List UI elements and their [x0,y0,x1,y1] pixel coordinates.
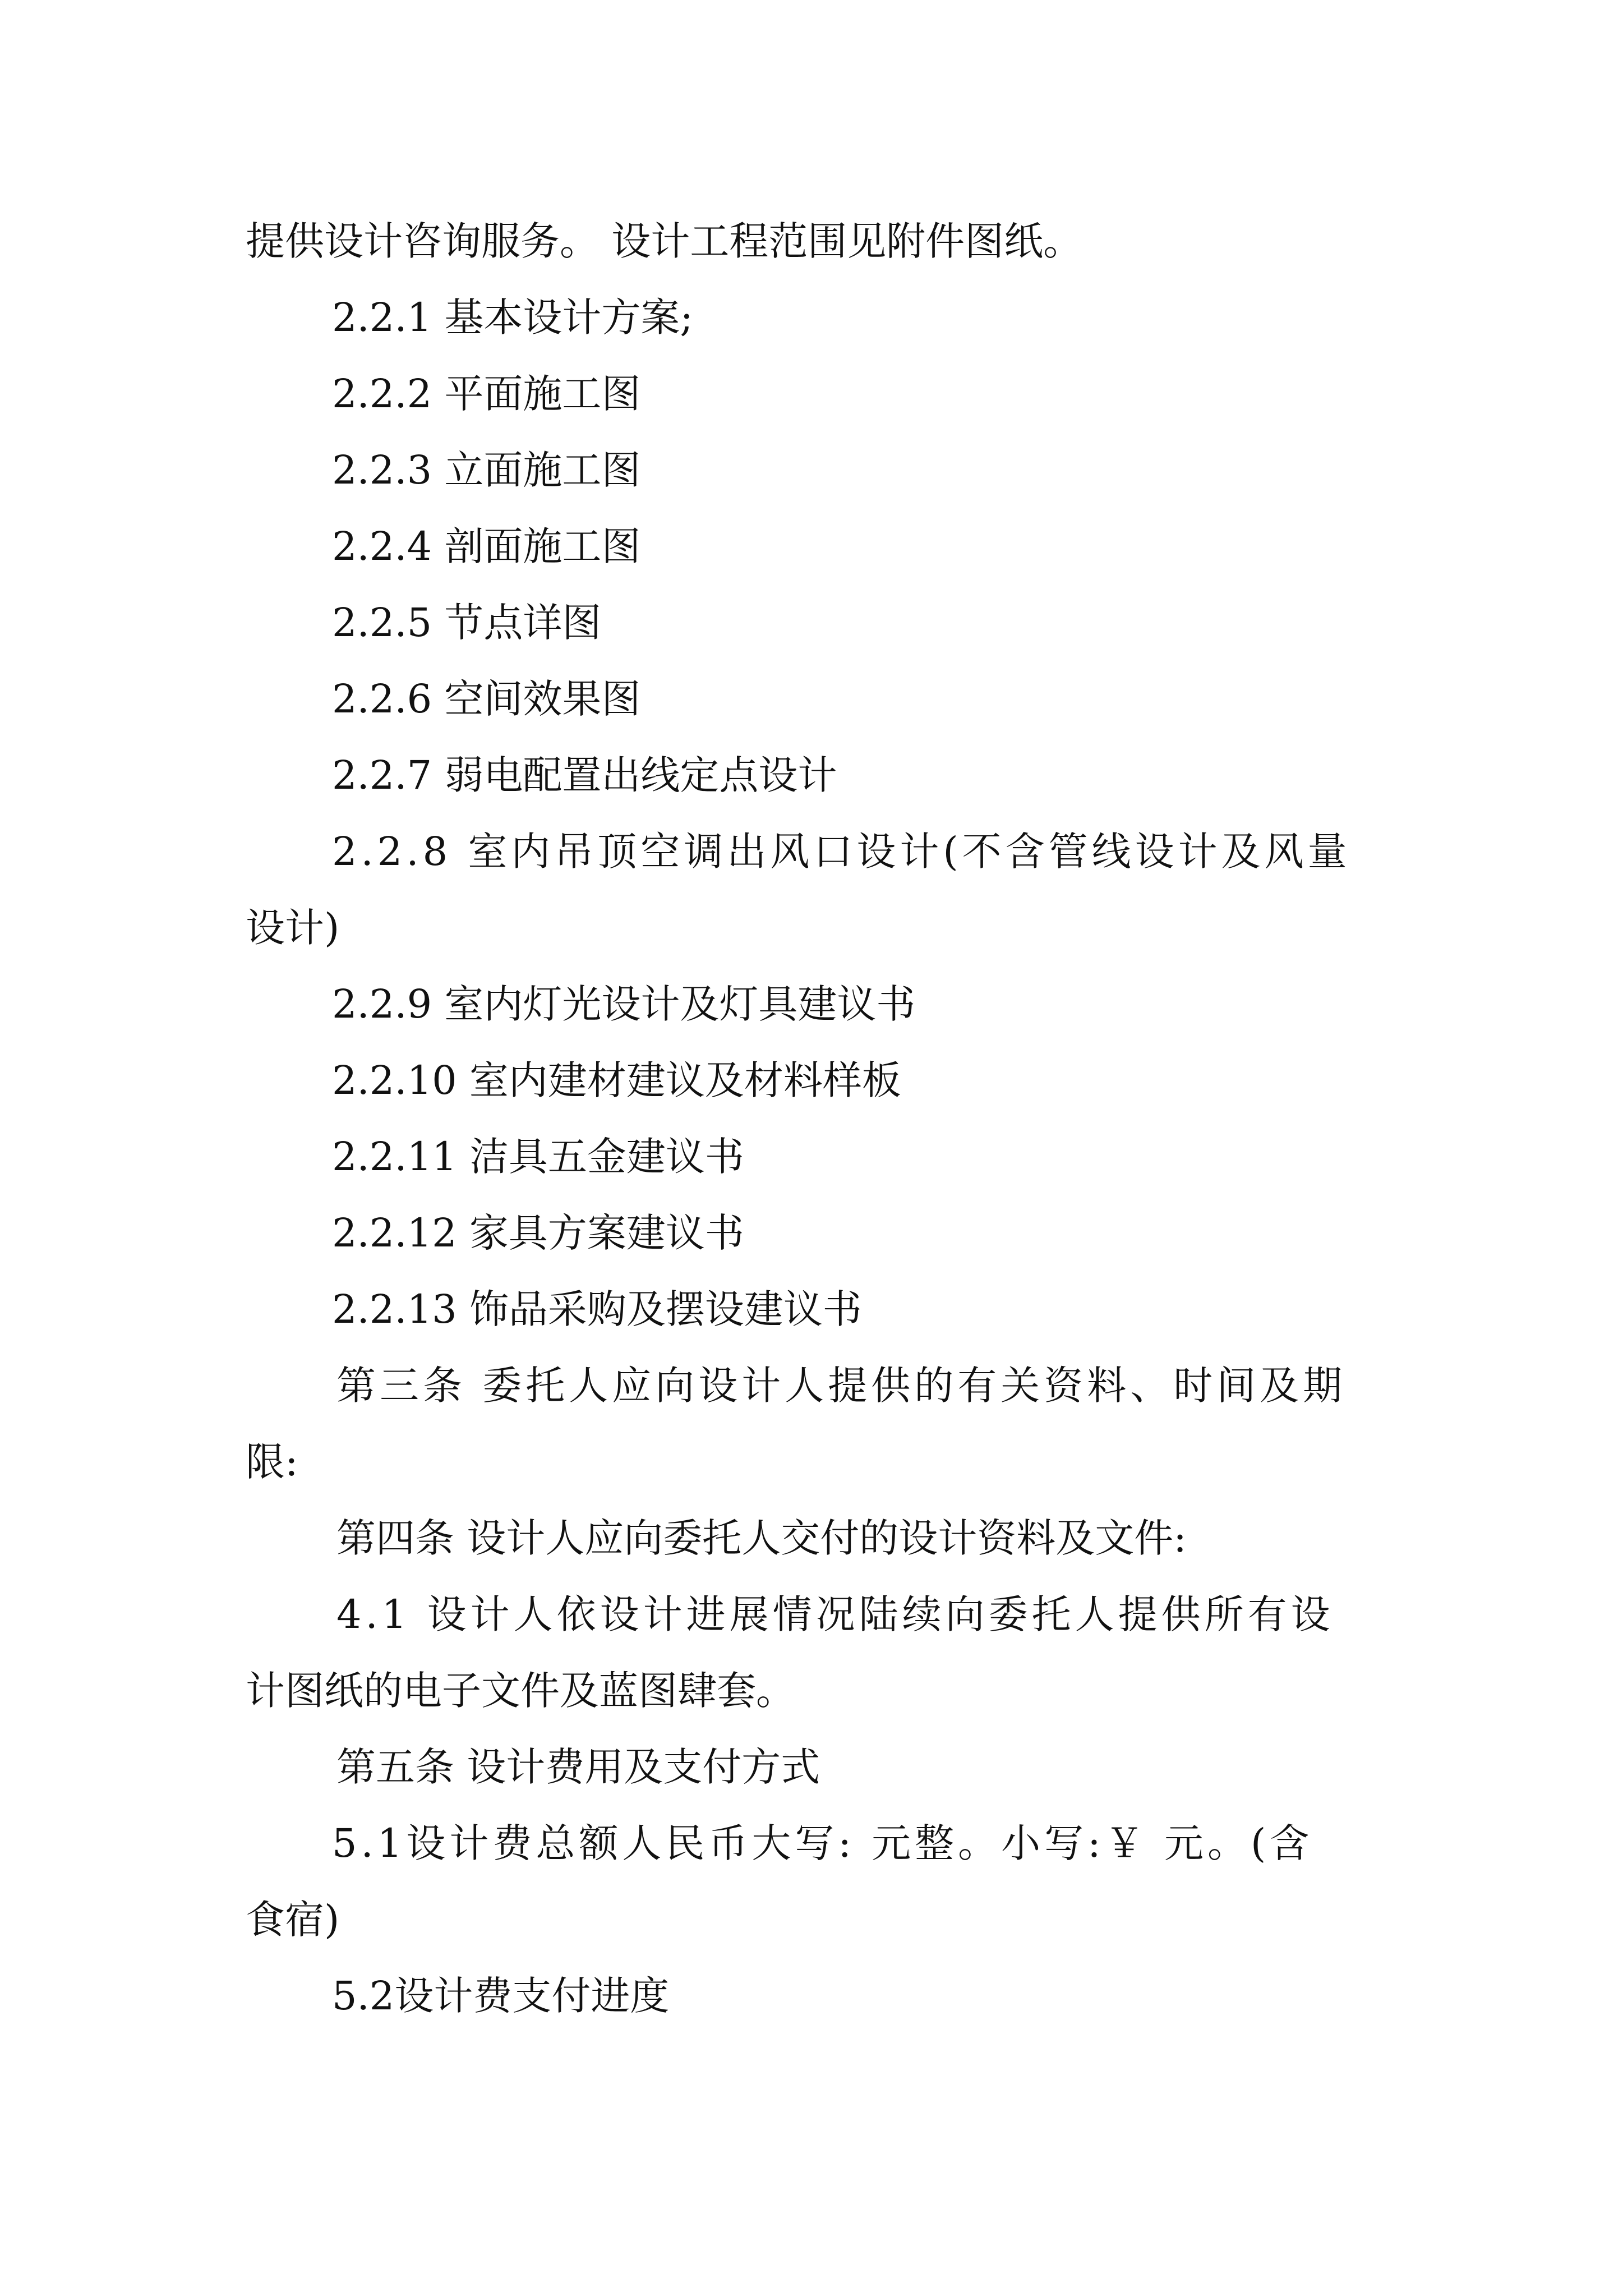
item-2-2-7: 2.2.7 弱电配置出线定点设计 [332,752,837,798]
item-2-2-13: 2.2.13 饰品采购及摆设建议书 [332,1286,862,1332]
item-5-2: 5.2设计费支付进度 [332,1973,670,2019]
article-5-heading: 第五条 设计费用及支付方式 [336,1744,820,1790]
item-2-2-1: 2.2.1 基本设计方案; [332,295,693,341]
article-3-line-1: 第三条 委托人应向设计人提供的有关资料、时间及期 [336,1363,1347,1409]
item-5-1-line-2: 食宿) [246,1897,340,1943]
article-3-line-2: 限: [246,1439,298,1485]
item-2-2-9: 2.2.9 室内灯光设计及灯具建议书 [332,981,916,1027]
item-5-1-line-1: 5.1设计费总额人民币大写: 元整。小写:￥ 元。(含 [332,1820,1313,1866]
article-4-heading: 第四条 设计人应向委托人交付的设计资料及文件: [336,1515,1187,1561]
item-2-2-11: 2.2.11 洁具五金建议书 [332,1134,744,1180]
item-2-2-10: 2.2.10 室内建材建议及材料样板 [332,1057,901,1103]
intro-line-1: 提供设计咨询服务。 设计工程范围见附件图纸。 [246,218,1083,264]
item-4-1-line-2: 计图纸的电子文件及蓝图肆套。 [246,1668,795,1714]
item-2-2-5: 2.2.5 节点详图 [332,600,602,646]
item-2-2-8-line-2: 设计) [246,905,340,951]
item-2-2-8-line-1: 2.2.8 室内吊顶空调出风口设计(不含管线设计及风量 [332,829,1351,875]
item-4-1-line-1: 4.1 设计人依设计进展情况陆续向委托人提供所有设 [336,1591,1334,1637]
item-2-2-4: 2.2.4 剖面施工图 [332,523,641,569]
item-2-2-6: 2.2.6 空间效果图 [332,676,641,722]
item-2-2-3: 2.2.3 立面施工图 [332,447,641,493]
item-2-2-2: 2.2.2 平面施工图 [332,371,641,417]
item-2-2-12: 2.2.12 家具方案建议书 [332,1210,744,1256]
